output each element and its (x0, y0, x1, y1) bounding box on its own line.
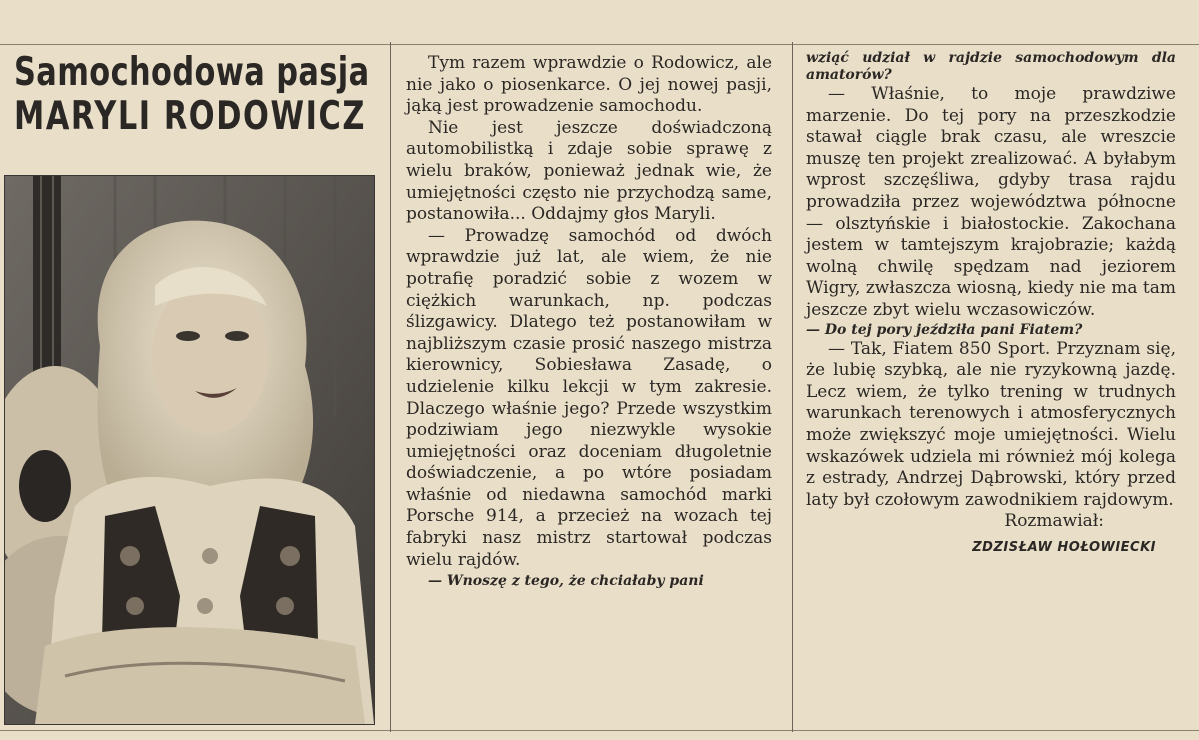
author-name: ZDZISŁAW HOŁOWIECKI (972, 539, 1156, 555)
column-divider-1 (390, 42, 391, 732)
article-column-3 (806, 50, 1176, 558)
column-divider-2 (792, 42, 793, 732)
question-2-end: wziąć udział w rajdzie samochodowym dla amatorów? (806, 50, 1176, 83)
paragraph-intro: Tym razem wprawdzie o Rodowicz, ale nie jako o piosenkarce. O jej nowej pasji, jąką jest prowadzenie samochodu. (406, 53, 772, 117)
question-3: — Do tej pory jeździła pani Fiatem? (806, 321, 1083, 338)
paragraph-background: Nie jest jeszcze doświadczoną automobilistką i zdaje sobie sprawę z wielu braków, ponieważ jednak wie, że umiejętności często nie przychodzą same, postanowiła... Oddajmy głos Maryli. (406, 117, 772, 225)
headline-line1: Samochodowa pasja (14, 50, 370, 95)
paragraph-answer-2: — Właśnie, to moje prawdziwe marzenie. Do tej pory na przeszkodzie stawał ciągle brak czasu, ale wreszcie muszę ten projekt zrealizować. A byłabym wprost szczęśliwa, gdyby trasa rajdu prowadziła przez województwa północne — olsztyńskie i białostockie. Zakochana jestem w tamtejszym krajobrazie; każdą wolną chwilę spędzam nad jeziorem Wigry, zwłaszcza wiosną, kiedy nie ma tam jeszcze zbyt wielu wczasowiczów. (806, 84, 1176, 320)
portrait-illustration (5, 176, 374, 724)
article-column-2 (406, 53, 772, 590)
paragraph-answer-1: — Prowadzę samochód od dwóch wprawdzie już lat, ale wiem, że nie potrafię poradzić sobie z wozem w ciężkich warunkach, np. podczas ślizgawicy. Dlatego też postanowiłam w najbliższym czasie prosić naszego mistrza kierownicy, Sobiesława Zasadę, o udzielenie kilku lekcji w tym zakresie. Dlaczego właśnie jego? Przede wszystkim podziwiam jego niezwykle wysokie umiejętności oraz doceniam długoletnie doświadczenie, a po wtóre posiadam właśnie od niedawna samochód marki Porsche 914, a przecież na wozach tej fabryki nasz mistrz startował podczas wielu rajdów. (406, 225, 772, 570)
paragraph-answer-3: — Tak, Fiatem 850 Sport. Przyznam się, że lubię szybką, ale nie ryzykowną jazdę. Lecz wiem, że tylko trening w trudnych warunkach terenowych i atmosferycznych może zwiększyć moje umiejętności. Wielu wskazówek udziela mi również mój kolega z estrady, Andrzej Dąbrowski, który przed laty był czołowym zawodnikiem rajdowym. (806, 338, 1176, 510)
headline-line2: MARYLI RODOWICZ (14, 94, 366, 139)
top-rule (0, 44, 1199, 45)
signature-block (806, 511, 1176, 558)
byline-label: Rozmawiał: (1004, 511, 1104, 532)
headline (14, 50, 370, 140)
bottom-rule (0, 730, 1199, 731)
portrait-photo (4, 175, 375, 725)
question-2-start: — Wnoszę z tego, że chciałaby pani (428, 573, 704, 590)
